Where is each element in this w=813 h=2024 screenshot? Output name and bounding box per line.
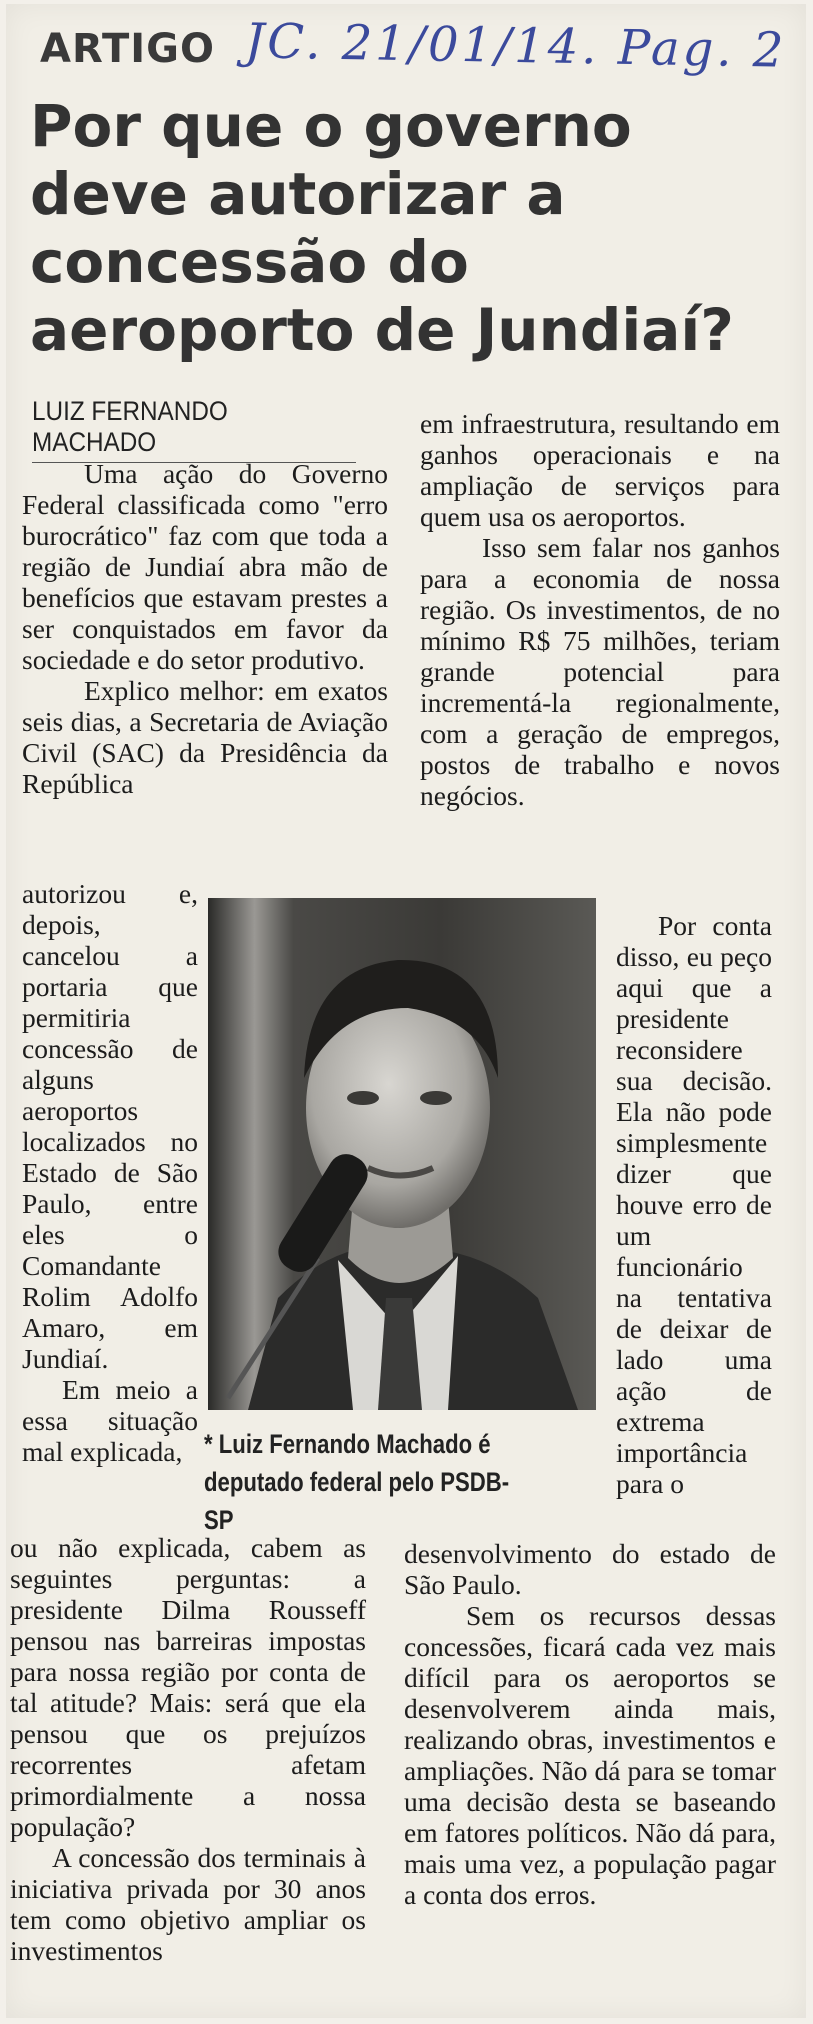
paragraph: A concessão dos terminais à iniciativa privada por 30 anos tem como objetivo ampliar os investimentos <box>10 1842 366 1966</box>
paragraph: autorizou e, depois, cancelou a portaria que permitiria concessão de alguns aeroportos localizados no Estado de São Paulo, entre eles o Comandante Rolim Adolfo Amaro, em Jundiaí. <box>22 878 198 1374</box>
paragraph: Uma ação do Governo Federal classificada como "erro burocrático" faz com que toda a região de Jundiaí abra mão de benefícios que estavam prestes a ser conquistados em favor da sociedade e do setor produtivo. <box>22 458 388 675</box>
paragraph: Por conta disso, eu peço aqui que a presidente reconsidere sua decisão. Ela não pode simplesmente dizer que houve erro de um funcionário na tentativa de deixar de lado uma ação de extrema importância para o <box>616 910 772 1499</box>
column-2-bottom <box>404 1538 776 1910</box>
paragraph: Isso sem falar nos ganhos para a economia de nossa região. Os investimentos, de no mínimo R$ 75 milhões, teriam grande potencial para incrementá-la regionalmente, com a geração de empregos, postos de trabalho e novos negócios. <box>420 532 780 811</box>
headline: Por que o governo deve autorizar a concessão do aeroporto de Jundiaí? <box>30 92 734 364</box>
paragraph: Sem os recursos dessas concessões, ficará cada vez mais difícil para os aeroportos se desenvolverem ainda mais, realizando obras, investimentos e ampliações. Não dá para se tomar uma decisão desta se baseando em fatores políticos. Não dá para, mais uma vez, a população pagar a conta dos erros. <box>404 1600 776 1910</box>
paragraph: em infraestrutura, resultando em ganhos operacionais e na ampliação de serviços para quem usa os aeroportos. <box>420 408 780 532</box>
photo-caption: * Luiz Fernando Machado é deputado federal pelo PSDB-SP <box>204 1429 510 1535</box>
column-1-bottom <box>10 1532 366 1966</box>
paragraph: Em meio a essa situação mal explicada, <box>22 1374 198 1467</box>
section-kicker: ARTIGO <box>40 26 215 72</box>
column-2-top <box>420 408 780 811</box>
paragraph: ou não explicada, cabem as seguintes perguntas: a presidente Dilma Rousseff pensou nas barreiras impostas para nossa região por conta de tal atitude? Mais: será que ela pensou que os prejuízos recorrentes afetam primordialmente a nossa população? <box>10 1532 366 1842</box>
paragraph: desenvolvimento do estado de São Paulo. <box>404 1538 776 1600</box>
handwritten-note: JC. 21/01/14. Pag. 2 <box>244 13 787 79</box>
byline: LUIZ FERNANDO MACHADO <box>32 396 356 463</box>
column-2-wrap <box>616 910 772 1499</box>
column-1-wrap <box>22 878 198 1467</box>
author-photo <box>208 898 596 1410</box>
author-portrait-image <box>208 898 596 1410</box>
column-1-top <box>22 458 388 799</box>
paragraph: Explico melhor: em exatos seis dias, a Secretaria de Aviação Civil (SAC) da Presidência da República <box>22 675 388 799</box>
